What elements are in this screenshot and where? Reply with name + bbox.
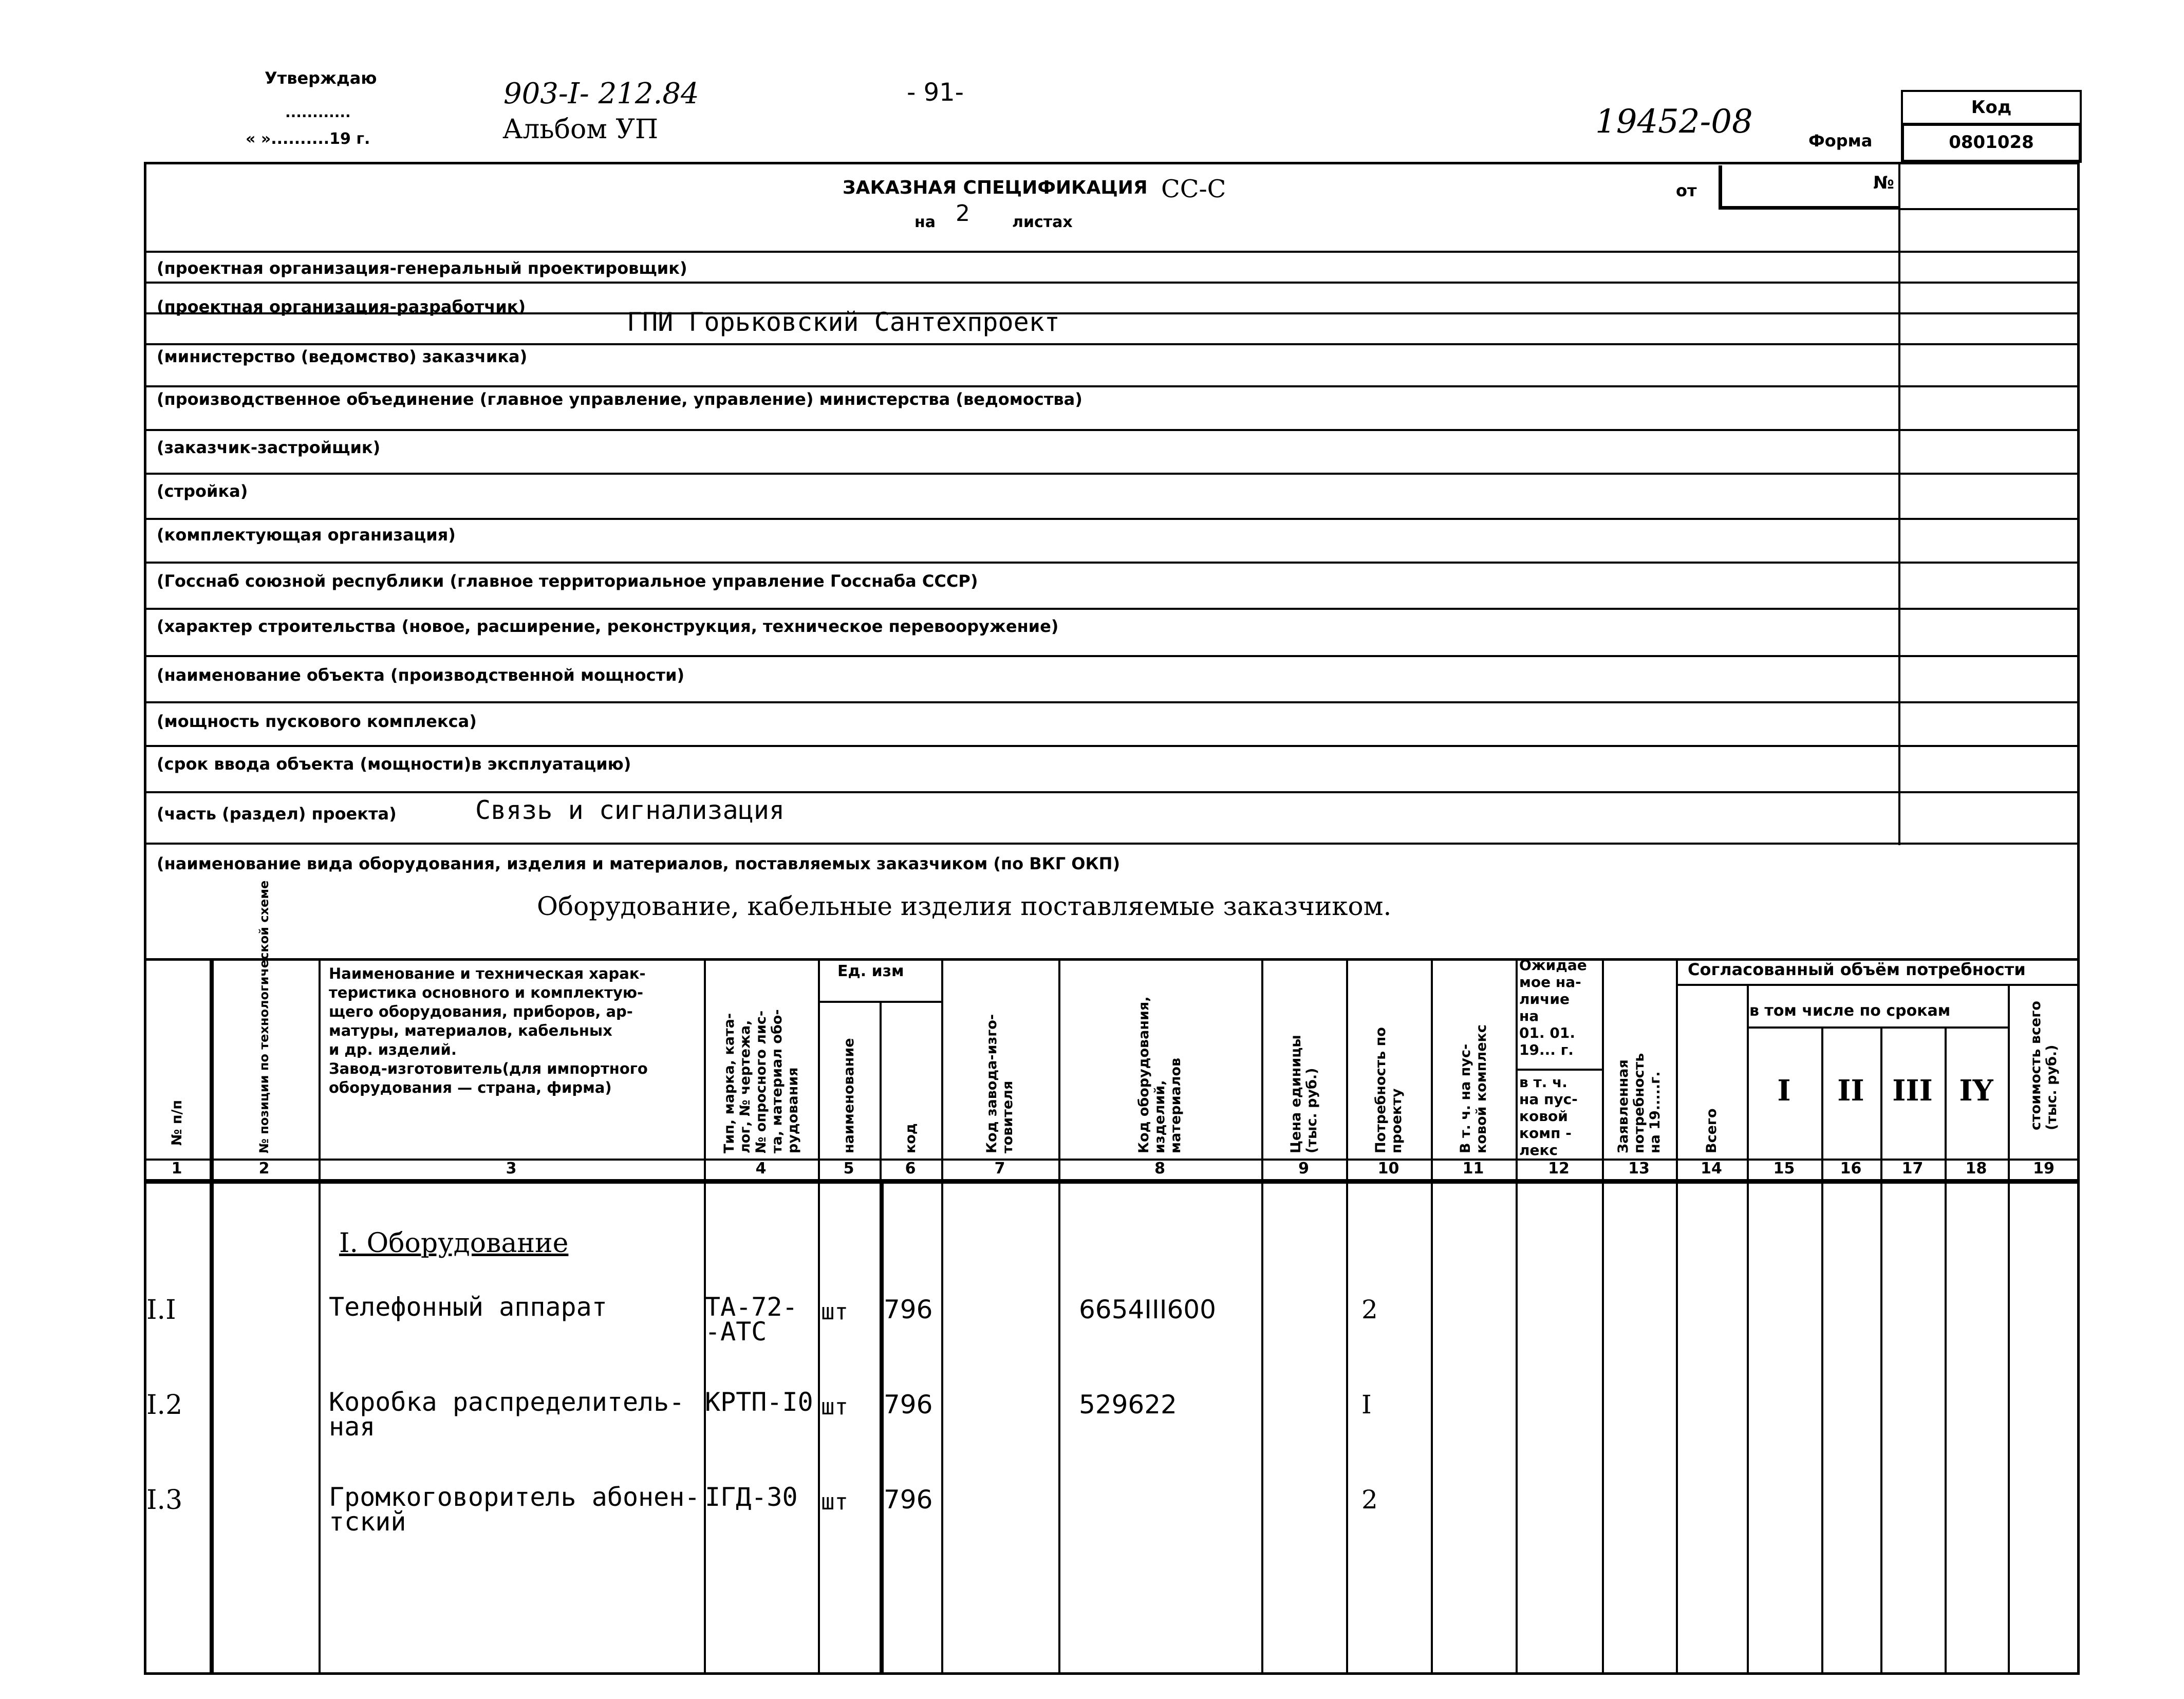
- field-divider: [144, 562, 1901, 564]
- field-divider: [144, 282, 1901, 284]
- row-name: Громкоговоритель абонен-: [329, 1482, 700, 1512]
- c4-header: рудования: [785, 1067, 801, 1153]
- field-divider: [144, 429, 1901, 431]
- row-type: КРТП-I0: [705, 1387, 813, 1417]
- row-qty: I: [1361, 1390, 1372, 1420]
- quarter-q3-header: III: [1892, 1074, 1933, 1108]
- spec-title-code: СС-С: [1161, 175, 1226, 203]
- column-number: 1: [171, 1160, 182, 1178]
- c10-header: проекту: [1388, 1088, 1405, 1153]
- column-number: 18: [1965, 1160, 1987, 1178]
- c12-top-line: 19... г.: [1519, 1041, 1574, 1058]
- equipment-type-value: Оборудование, кабельные изделия поставляемые заказчиком.: [537, 891, 1392, 921]
- c4-header: та, материал обо-: [769, 1009, 785, 1153]
- terms-group-header: в том числе по срокам: [1749, 1002, 1951, 1020]
- kod-value: 0801028: [1949, 132, 2034, 153]
- c19-header: (тыс. руб.): [2044, 1044, 2060, 1130]
- c11-header: ковой комплекс: [1473, 1024, 1489, 1153]
- field-label: (Госснаб союзной республики (главное территориальное управление Госснаба СССР): [157, 571, 978, 591]
- number-box: [1719, 165, 1900, 210]
- field-label: (срок ввода объекта (мощности)в эксплуатацию): [157, 754, 631, 774]
- field-value: ГПИ Горьковский Сантехпроект: [627, 307, 1060, 337]
- c2-header: № позиции по технологической схеме: [257, 880, 271, 1153]
- column-number: 15: [1773, 1160, 1795, 1178]
- approve-date: « »..........19 г.: [246, 130, 370, 148]
- column-divider: [818, 958, 820, 1675]
- field-label: (заказчик-застройщик): [157, 438, 381, 457]
- c3-header-line: матуры, материалов, кабельных: [329, 1022, 612, 1039]
- row-unit: шт: [821, 1299, 848, 1325]
- code-cell-divider: [1898, 791, 2080, 793]
- page-number: - 91-: [907, 78, 964, 107]
- field-divider: [144, 701, 1901, 703]
- project-code: 903-I- 212.84: [503, 77, 699, 110]
- column-divider: [1821, 1026, 1823, 1675]
- quarter-q2-header: II: [1837, 1074, 1864, 1108]
- column-divider: [1516, 958, 1518, 1675]
- code-cell-divider: [1898, 562, 2080, 564]
- row-type: ТА-72-: [705, 1292, 798, 1322]
- column-number: 13: [1628, 1160, 1650, 1178]
- kod-label: Код: [1971, 97, 2012, 118]
- album-label: Альбом УП: [502, 114, 659, 145]
- field-value: Связь и сигнализация: [475, 795, 785, 825]
- row-number: I.2: [146, 1390, 183, 1421]
- c4-header: № опросного лис-: [753, 1010, 769, 1153]
- c9-header: Цена единицы: [1287, 1035, 1304, 1153]
- column-number: 4: [755, 1160, 767, 1178]
- field-label: (производственное объединение (главное управление, управление) министерства (ведомоства): [157, 389, 1082, 409]
- column-divider: [1431, 958, 1433, 1675]
- code-cell-divider: [1898, 251, 2080, 253]
- kod-header-box: [1901, 90, 2082, 125]
- code-cell-divider: [1898, 473, 2080, 475]
- field-divider: [144, 473, 1901, 475]
- column-number: 16: [1840, 1160, 1862, 1178]
- column-number: 11: [1462, 1160, 1484, 1178]
- code-cell-divider: [1898, 745, 2080, 747]
- row-equip-code: 529622: [1079, 1390, 1177, 1420]
- row-name: тский: [329, 1507, 406, 1537]
- c12-top-line: Ожидае: [1519, 957, 1587, 974]
- c10-header: Потребность по: [1372, 1027, 1389, 1153]
- row-number: I.I: [146, 1295, 176, 1325]
- c12-top-line: 01. 01.: [1519, 1024, 1575, 1041]
- approve-dots: ............: [285, 104, 351, 121]
- code-cell-divider: [1898, 312, 2080, 314]
- column-divider: [2008, 984, 2010, 1675]
- code-cell-divider: [1898, 701, 2080, 703]
- row-equip-code: 6654III600: [1079, 1295, 1216, 1324]
- column-divider: [210, 958, 214, 1675]
- column-number: 5: [843, 1160, 854, 1178]
- kod-value-box: [1901, 123, 2082, 163]
- quarter-q4-header: IY: [1959, 1074, 1993, 1108]
- code-cell-divider: [1898, 385, 2080, 387]
- column-number: 17: [1901, 1160, 1924, 1178]
- inventory-number: 19452-08: [1595, 103, 1753, 141]
- column-number: 12: [1548, 1160, 1570, 1178]
- field-label: (стройка): [157, 481, 248, 501]
- c19-header: стоимость всего: [2028, 1001, 2044, 1130]
- column-number: 10: [1377, 1160, 1399, 1178]
- row-unit: шт: [821, 1394, 848, 1420]
- c3-header-line: Завод-изготовитель(для импортного: [329, 1060, 648, 1077]
- column-number: 19: [2033, 1160, 2055, 1178]
- column-divider: [1676, 958, 1678, 1675]
- form-label: Форма: [1808, 131, 1873, 151]
- code-cell-divider: [1898, 518, 2080, 520]
- row-type: -АТС: [705, 1317, 767, 1347]
- field-divider: [144, 791, 1901, 793]
- code-cell-divider: [1898, 608, 2080, 610]
- equipment-type-label: (наименование вида оборудования, изделия и материалов, поставляемых заказчиком (по ВКГ ОКП): [157, 854, 1121, 873]
- c11-header: В т. ч. на пус-: [1457, 1043, 1473, 1153]
- field-label: (наименование объекта (производственной мощности): [157, 665, 685, 685]
- c3-header-line: и др. изделий.: [329, 1041, 457, 1058]
- c6-header: код: [902, 1123, 919, 1153]
- c3-header-line: оборудования — страна, фирма): [329, 1079, 612, 1096]
- sheets-suffix: листах: [1012, 213, 1073, 231]
- field-label: (проектная организация-генеральный проектировщик): [157, 258, 687, 278]
- c5-header: наименование: [841, 1038, 857, 1153]
- row-unit-code: 796: [884, 1295, 933, 1324]
- c7-header: Код завода-изго-: [984, 1014, 1000, 1153]
- c12-bottom-line: на пус-: [1519, 1091, 1578, 1108]
- column-number: 8: [1154, 1160, 1165, 1178]
- c12-bottom-line: комп -: [1519, 1125, 1572, 1142]
- column-number: 2: [258, 1160, 270, 1178]
- agreed-group-header: Согласованный объём потребности: [1688, 960, 2026, 979]
- c1-header: № п/п: [169, 1099, 185, 1146]
- sheets-count: 2: [956, 200, 970, 227]
- row-qty: 2: [1361, 1485, 1378, 1515]
- c3-header-line: щего оборудования, приборов, ар-: [329, 1003, 633, 1020]
- unit-group-header: Ед. изм: [837, 962, 904, 980]
- field-divider: [144, 518, 1901, 520]
- c3-header-line: теристика основного и комплектую-: [329, 984, 644, 1001]
- column-divider: [1346, 958, 1348, 1675]
- c12-top-line: на: [1519, 1007, 1539, 1024]
- column-number-bottom: [144, 1179, 2080, 1184]
- field-label: (часть (раздел) проекта): [157, 804, 397, 824]
- c12-split: [1516, 1069, 1602, 1071]
- c4-header: лог, № чертежа,: [737, 1020, 753, 1153]
- code-cell-divider: [1898, 282, 2080, 284]
- field-divider: [144, 385, 1901, 387]
- table-line: [880, 1179, 884, 1675]
- c13-header: на 19.....г.: [1647, 1071, 1663, 1153]
- row-unit-code: 796: [884, 1485, 933, 1515]
- terms-group-divider: [1747, 1026, 2008, 1029]
- c12-bottom-line: в т. ч.: [1519, 1074, 1567, 1091]
- c9-header: (тыс. руб.): [1303, 1068, 1320, 1153]
- c8-header: Код оборудования,: [1136, 996, 1152, 1153]
- code-cell-divider: [1898, 429, 2080, 431]
- field-divider: [144, 608, 1901, 610]
- c12-top-line: личие: [1519, 991, 1570, 1007]
- column-number: 3: [506, 1160, 517, 1178]
- c7-header: товителя: [1000, 1080, 1016, 1153]
- c3-header-line: Наименование и техническая харак-: [329, 965, 646, 982]
- field-label: (проектная организация-разработчик): [157, 297, 526, 316]
- c12-bottom-line: лекс: [1519, 1142, 1558, 1159]
- approve-label: Утверждаю: [265, 68, 377, 88]
- row-name: ная: [329, 1412, 376, 1442]
- code-cell-divider: [1898, 343, 2080, 345]
- field-divider: [144, 655, 1901, 657]
- column-number: 14: [1701, 1160, 1722, 1178]
- row-name: Коробка распределитель-: [329, 1387, 685, 1417]
- column-divider: [941, 958, 943, 1675]
- row-name: Телефонный аппарат: [329, 1292, 607, 1322]
- column-number: 9: [1298, 1160, 1309, 1178]
- c4-header: Тип, марка, ката-: [721, 1013, 737, 1153]
- column-divider: [319, 958, 321, 1675]
- row-qty: 2: [1361, 1295, 1378, 1324]
- field-label: (характер строительства (новое, расширение, реконструкция, техническое перевооружение): [157, 617, 1059, 636]
- number-label: №: [1873, 173, 1894, 193]
- c14-header: Всего: [1703, 1108, 1720, 1153]
- field-divider: [144, 251, 1901, 253]
- column-divider: [1058, 958, 1060, 1675]
- column-divider: [1880, 1026, 1882, 1675]
- sheets-prefix: на: [914, 213, 936, 231]
- column-divider: [1261, 958, 1263, 1675]
- row-unit-code: 796: [884, 1390, 933, 1420]
- row-type: IГД-30: [705, 1482, 798, 1512]
- from-label: от: [1676, 181, 1697, 200]
- c13-header: Заявленная: [1615, 1059, 1631, 1153]
- column-number: 6: [905, 1160, 916, 1178]
- row-unit: шт: [821, 1489, 848, 1515]
- field-label: (комплектующая организация): [157, 525, 456, 545]
- section-title: I. Оборудование: [339, 1228, 569, 1259]
- field-label: (мощность пускового комплекса): [157, 712, 477, 731]
- quarter-q1-header: I: [1777, 1074, 1791, 1108]
- column-divider: [1945, 1026, 1947, 1675]
- c8-header: изделий,: [1152, 1080, 1168, 1153]
- code-cell-divider: [1898, 655, 2080, 657]
- c8-header: материалов: [1168, 1057, 1184, 1153]
- column-divider: [1602, 958, 1604, 1675]
- c12-bottom-line: ковой: [1519, 1108, 1568, 1125]
- row-number: I.3: [146, 1485, 183, 1516]
- column-number: 7: [994, 1160, 1005, 1178]
- c12-top-line: мое на-: [1519, 974, 1581, 991]
- c13-header: потребность: [1631, 1053, 1647, 1153]
- spec-title: ЗАКАЗНАЯ СПЕЦИФИКАЦИЯ: [843, 177, 1148, 198]
- agreed-group-divider: [1676, 984, 2080, 986]
- field-divider: [144, 745, 1901, 747]
- field-label: (министерство (ведомство) заказчика): [157, 347, 528, 366]
- field-divider: [144, 343, 1901, 345]
